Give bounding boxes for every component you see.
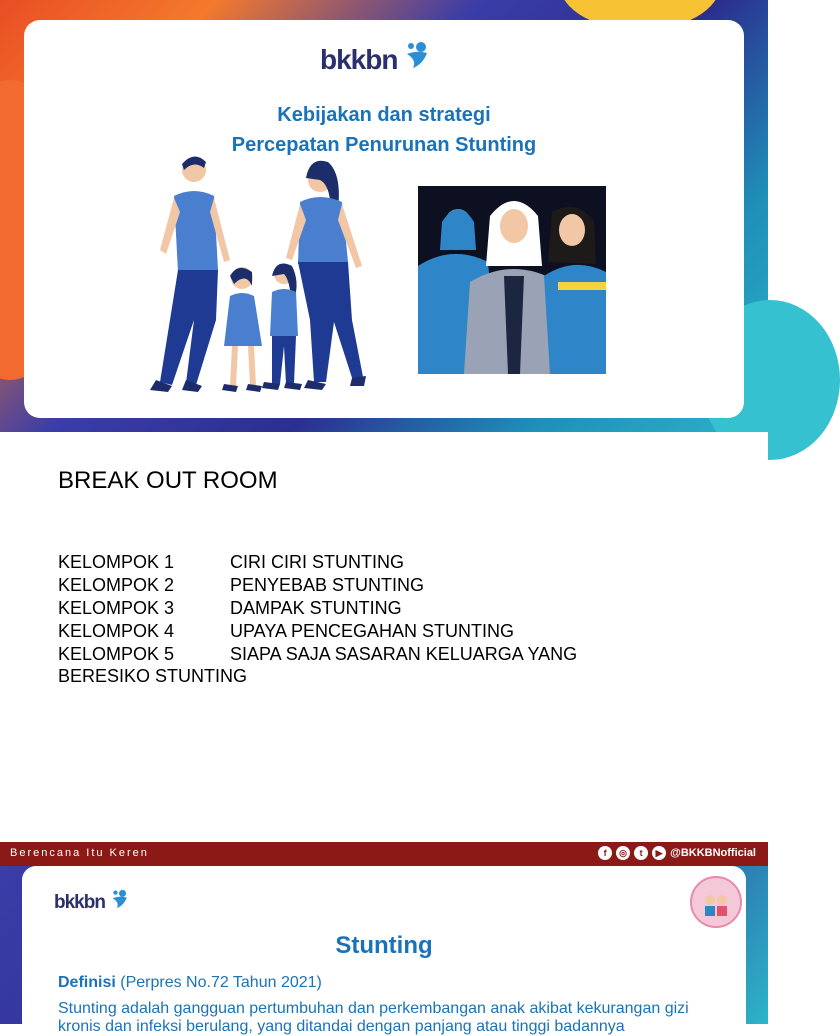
group-row [58,575,424,596]
bkkbn-logo [320,44,433,76]
group-topic: DAMPAK STUNTING [230,598,402,618]
logo-text: bkkbn [320,44,398,75]
group-topic: UPAYA PENCEGAHAN STUNTING [230,621,515,641]
group-topic: SIAPA SAJA SASARAN KELUARGA YANG [230,644,578,664]
title-slide [0,0,768,432]
group-topic: PENYEBAB STUNTING [230,575,425,595]
youtube-icon[interactable]: ▶ [652,846,666,860]
definition-slide [0,866,768,1035]
group-name: KELOMPOK 4 [58,621,175,641]
group-name: KELOMPOK 3 [58,598,175,618]
instagram-icon[interactable]: ◎ [616,846,630,860]
slide-title-line2: Percepatan Penurunan Stunting [231,134,537,156]
logo-mark-icon [399,40,433,70]
breakout-heading: BREAK OUT ROOM [58,467,278,494]
slide-title-line1: Kebijakan dan strategi [277,104,491,126]
group-row [58,621,514,642]
tagline: Berencana Itu Keren [10,847,149,859]
group-row [58,598,402,619]
slide-heading: Stunting [335,932,433,959]
group-topic: CIRI CIRI STUNTING [230,552,404,572]
footer-bar [0,842,768,866]
logo-text: bkkbn [54,892,105,913]
social-links [598,846,756,860]
group-name: KELOMPOK 5 [58,644,175,664]
definition-text: Stunting adalah gangguan pertumbuhan dan perkembangan anak akibat kekurangan gizi kronis dan infeksi berulang, yang ditandai dengan panjang atau tinggi badannya [58,1000,689,1035]
bkkbn-logo [54,892,131,914]
facebook-icon[interactable]: f [598,846,612,860]
logo-mark-icon [107,888,131,910]
group-photo [418,186,606,374]
campaign-badge-icon [690,876,742,928]
definition-source: (Perpres No.72 Tahun 2021) [120,974,322,991]
definition-label: Definisi [58,974,116,991]
group-row [58,552,404,573]
group-name: KELOMPOK 2 [58,575,175,595]
slide-card [24,20,744,418]
group-name: KELOMPOK 1 [58,552,175,572]
breakout-slide [0,432,768,842]
social-handle: @BKKBNofficial [670,847,756,859]
group-topic-continuation: BERESIKO STUNTING [58,666,248,686]
twitter-icon[interactable]: t [634,846,648,860]
group-row [58,644,577,665]
definition-line [58,974,322,992]
family-illustration [138,150,374,396]
